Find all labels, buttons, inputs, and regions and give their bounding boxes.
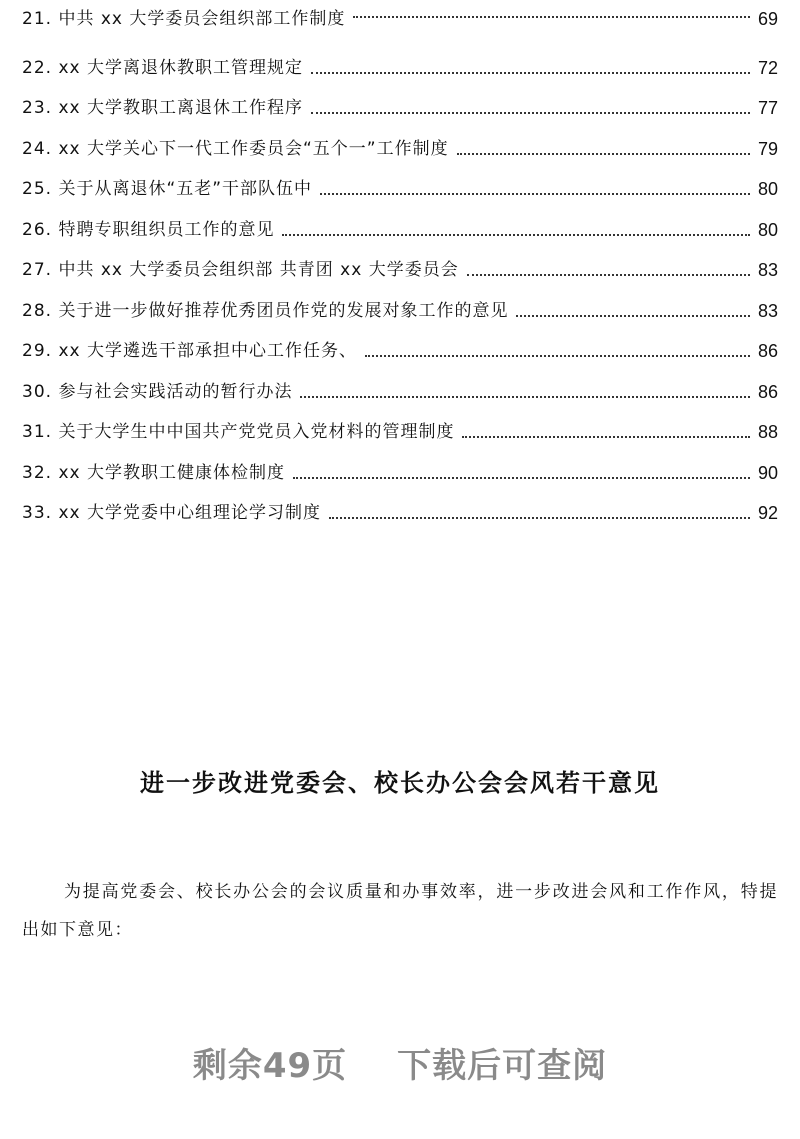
toc-dot-leader	[365, 355, 750, 357]
toc-entry[interactable]	[22, 79, 778, 120]
toc-dot-leader	[462, 436, 750, 438]
toc-entry[interactable]	[22, 119, 778, 160]
toc-entry[interactable]	[22, 362, 778, 403]
toc-dot-leader	[457, 153, 750, 155]
toc-entry[interactable]	[22, 403, 778, 444]
toc-entry-page: 90	[757, 462, 778, 483]
toc-dot-leader	[516, 315, 750, 317]
toc-entry-page: 79	[757, 138, 778, 159]
toc-dot-leader	[467, 274, 750, 276]
toc-entry[interactable]	[22, 160, 778, 201]
toc-entry-title: 26. 特聘专职组织员工作的意见	[22, 219, 275, 240]
document-body-paragraph: 为提高党委会、校长办公会的会议质量和办事效率，进一步改进会风和工作作风，特提出如下意见：	[22, 882, 778, 940]
toc-entry-title: 21. 中共 xx 大学委员会组织部工作制度	[22, 9, 346, 29]
toc-entry[interactable]	[22, 484, 778, 525]
toc-dot-leader	[282, 234, 750, 236]
toc-entry[interactable]	[22, 322, 778, 363]
watermark-remaining-pages: 剩余49页	[192, 1046, 348, 1086]
toc-entry[interactable]	[22, 443, 778, 484]
toc-entry-page: 72	[757, 57, 778, 78]
toc-entry-page: 86	[757, 381, 778, 402]
toc-entry-title: 31. 关于大学生中中国共产党党员入党材料的管理制度	[22, 422, 455, 442]
toc-dot-leader	[300, 396, 750, 398]
toc-entry-title: 24. xx 大学关心下一代工作委员会“五个一”工作制度	[22, 138, 449, 159]
toc-entry-title: 25. 关于从离退休“五老”干部队伍中	[22, 179, 313, 199]
toc-entry-page: 80	[757, 179, 778, 199]
toc-entry-page: 83	[757, 300, 778, 321]
toc-dot-leader	[293, 477, 750, 479]
document-title: 进一步改进党委会、校长办公会会风若干意见	[140, 769, 660, 797]
toc-entry-title: 28. 关于进一步做好推荐优秀团员作党的发展对象工作的意见	[22, 300, 509, 321]
toc-entry-page: 80	[757, 219, 778, 240]
toc-entry-page: 83	[757, 260, 778, 280]
toc-dot-leader	[353, 16, 750, 18]
toc-entry-title: 30. 参与社会实践活动的暂行办法	[22, 381, 293, 402]
toc-entry-page: 77	[757, 98, 778, 118]
toc-entry-title: 22. xx 大学离退休教职工管理规定	[22, 57, 303, 78]
toc-entry-page: 86	[757, 341, 778, 361]
toc-dot-leader	[311, 112, 750, 114]
download-watermark	[0, 1038, 800, 1087]
table-of-contents	[22, 0, 778, 524]
toc-entry-page: 92	[757, 503, 778, 523]
toc-entry[interactable]	[22, 200, 778, 241]
toc-dot-leader	[329, 517, 750, 519]
toc-dot-leader	[311, 72, 750, 74]
toc-entry[interactable]	[22, 0, 778, 38]
toc-entry-title: 33. xx 大学党委中心组理论学习制度	[22, 503, 321, 523]
toc-entry[interactable]	[22, 241, 778, 282]
watermark-download-prompt: 下载后可查阅	[397, 1046, 608, 1086]
toc-entry-title: 27. 中共 xx 大学委员会组织部 共青团 xx 大学委员会	[22, 260, 459, 280]
toc-entry-title: 29. xx 大学遴选干部承担中心工作任务、	[22, 341, 357, 361]
toc-entry-title: 32. xx 大学教职工健康体检制度	[22, 462, 285, 483]
toc-entry-title: 23. xx 大学教职工离退休工作程序	[22, 98, 303, 118]
toc-entry[interactable]	[22, 38, 778, 79]
toc-entry-page: 69	[757, 9, 778, 29]
toc-entry[interactable]	[22, 281, 778, 322]
toc-entry-page: 88	[757, 422, 778, 442]
toc-dot-leader	[320, 193, 750, 195]
